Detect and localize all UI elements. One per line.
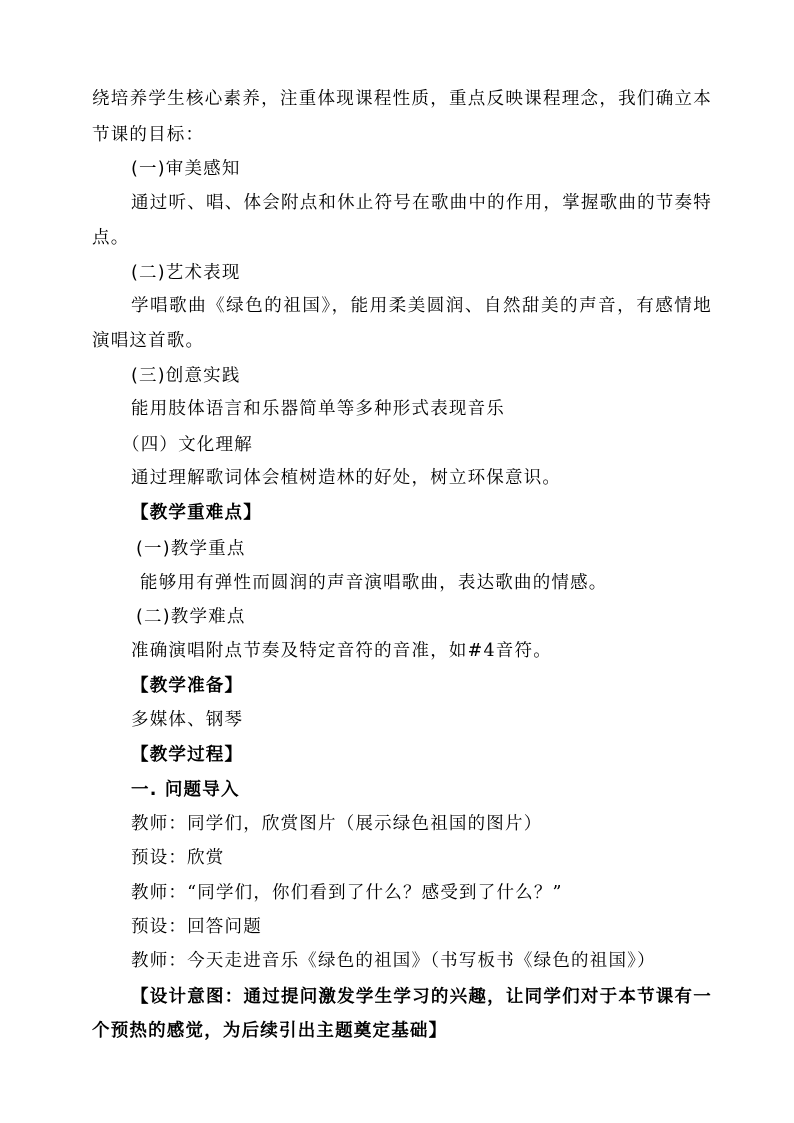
paragraph-line: 预设：欣赏	[131, 848, 225, 868]
section-heading: (一)教学重点	[136, 539, 246, 559]
paragraph-line: 学唱歌曲《绿色的祖国》，能用柔美圆润、自然甜美的声音，有感情地	[131, 296, 712, 316]
section-title: 【教学重难点】	[131, 503, 262, 523]
section-heading: (二)艺术表现	[131, 263, 241, 283]
paragraph-line: 绕培养学生核心素养，注重体现课程性质，重点反映课程理念，我们确立本	[92, 89, 712, 109]
design-intent-line: 【设计意图：通过提问激发学生学习的兴趣，让同学们对于本节课有一	[131, 987, 712, 1007]
paragraph-line: 准确演唱附点节奏及特定音符的音准，如#4音符。	[131, 641, 552, 661]
section-title: 【教学过程】	[131, 745, 244, 765]
paragraph-line: 通过听、唱、体会附点和休止符号在歌曲中的作用，掌握歌曲的节奏特	[131, 193, 712, 213]
paragraph-line: 节课的目标：	[92, 125, 205, 145]
paragraph-line: 通过理解歌词体会植树造林的好处，树立环保意识。	[131, 468, 562, 488]
paragraph-line: 多媒体、钢琴	[131, 710, 244, 730]
paragraph-line: 点。	[92, 228, 130, 248]
paragraph-line: 教师：“同学们，你们看到了什么？感受到了什么？”	[131, 883, 563, 903]
paragraph-line: 能用肢体语言和乐器简单等多种形式表现音乐	[131, 399, 505, 419]
paragraph-line: 演唱这首歌。	[92, 331, 205, 351]
paragraph-line: 能够用有弹性而圆润的声音演唱歌曲，表达歌曲的情感。	[140, 573, 608, 593]
paragraph-line: 教师：今天走进音乐《绿色的祖国》（书写板书《绿色的祖国》）	[131, 951, 656, 971]
section-heading: 一. 问题导入	[131, 780, 240, 800]
section-heading: (三)创意实践	[131, 366, 241, 386]
section-heading: (一)审美感知	[131, 159, 241, 179]
section-heading: (二)教学难点	[136, 607, 246, 627]
design-intent-line: 个预热的感觉，为后续引出主题奠定基础】	[92, 1021, 448, 1041]
section-title: 【教学准备】	[131, 676, 244, 696]
paragraph-line: 教师：同学们，欣赏图片（展示绿色祖国的图片）	[131, 814, 543, 834]
paragraph-line: 预设：回答问题	[131, 917, 262, 937]
section-heading: （四）文化理解	[122, 435, 253, 455]
